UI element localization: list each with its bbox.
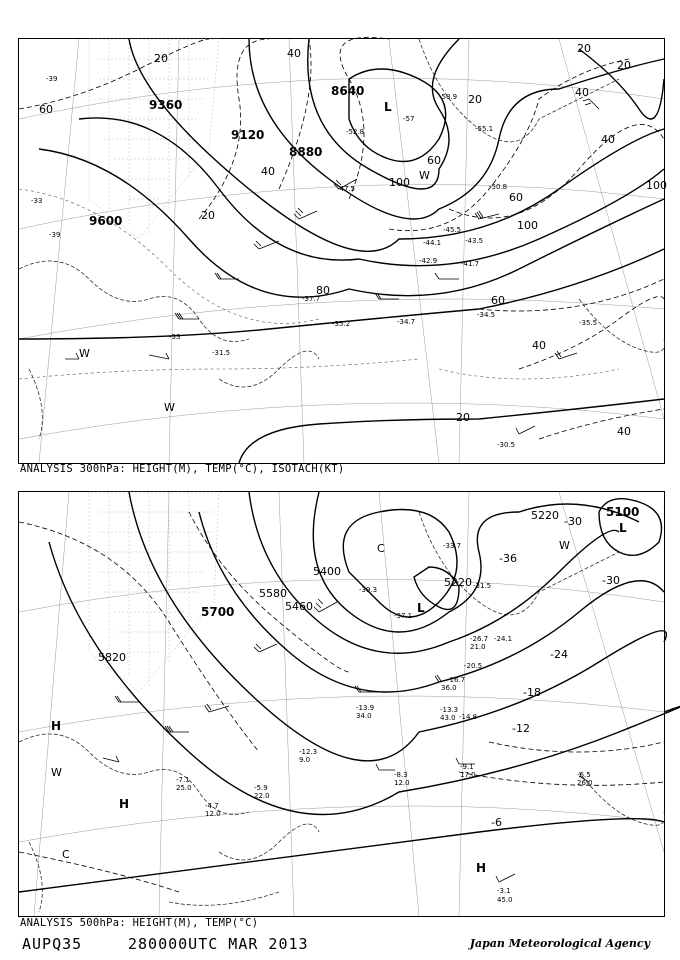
isotach-label: 20 [577,42,591,55]
temp-label: -52.8 [346,128,365,136]
isotach-label: 40 [261,165,275,178]
valid-time: 280000UTC MAR 2013 [128,935,309,953]
temp-label: -34.5 [477,311,496,319]
height-label: 5820 [98,651,126,664]
cold-center-marker: C [62,848,70,861]
isotach-label: 40 [617,425,631,438]
temp-label: -33 [31,197,43,205]
temp-label: -33 [169,333,181,341]
temp-label: -34.7 [397,318,416,326]
station-value: 34.0 [356,712,372,720]
station-value: -26.7 [470,635,489,643]
isotach-label: 100 [389,176,410,189]
station-value: 12.0 [205,810,221,818]
station-value: -31.5 [473,582,492,590]
graticule [19,39,664,463]
temp-labels [31,75,597,449]
isotach-label: 80 [316,284,330,297]
cold-center-marker: C [377,542,385,555]
pressure-center-high: H [51,719,62,733]
height-label: 5100 [606,505,640,519]
height-label: 8880 [289,145,323,159]
height-label: 8640 [331,84,365,98]
isotherm-label: -30 [602,574,620,587]
graticule [19,492,664,916]
isotach-label: 20 [468,93,482,106]
height-label: 9600 [89,214,123,228]
station-value: -37.1 [394,612,413,620]
map-panel-500hpa [18,491,665,917]
temp-label: -41.7 [461,260,480,268]
station-value: 43.0 [440,714,456,722]
isotach-label: 40 [532,339,546,352]
station-value: -13.3 [440,706,459,714]
station-value: 25.0 [176,784,192,792]
temp-label: -55.1 [475,125,494,133]
station-value: -12.3 [299,748,318,756]
pressure-center-low: L [417,601,425,615]
height-label: 5400 [313,565,341,578]
isotach-label: 20 [201,209,215,222]
temp-label: -35.5 [579,319,598,327]
isotherm-label: -12 [512,722,530,735]
warm-center-marker: W [79,347,90,360]
height-label: 9120 [231,128,265,142]
temp-label: -50.8 [489,183,508,191]
agency-name: Japan Meteorological Agency [469,937,650,950]
panel-caption-300hpa: ANALYSIS 300hPa: HEIGHT(M), TEMP(°C), ISOTACH(KT) [20,463,345,475]
isotach-label: 100 [517,219,538,232]
map-panel-300hpa [18,38,665,464]
station-value: 45.0 [497,896,513,904]
temp-label: -42.9 [419,257,438,265]
station-value: -9.1 [460,763,474,771]
height-label: 5700 [201,605,235,619]
station-value: 9.0 [299,756,311,764]
station-value: -33.7 [443,542,462,550]
isotach-label: 60 [509,191,523,204]
station-value: 22.0 [254,792,270,800]
station-value: -14.8 [459,713,478,721]
chart-code: AUPQ35 [22,935,83,953]
map-300hpa-svg [19,39,667,463]
station-value: -39.3 [359,586,378,594]
height-label: 5460 [285,600,313,613]
temp-label: -39 [46,75,58,83]
isotach-label: 60 [39,103,53,116]
temp-label: -43.5 [465,237,484,245]
isotach-label: 20 [617,59,631,72]
terrain-hatch [89,39,219,239]
station-value: 36.0 [441,684,457,692]
pressure-center-low: L [384,100,392,114]
warm-center-marker: W [559,539,570,552]
wind-barbs [65,99,599,434]
warm-center-marker: W [164,401,175,414]
height-label: 5220 [531,509,559,522]
pressure-center-high: H [119,797,130,811]
height-label: 9360 [149,98,183,112]
station-value: -4.7 [205,802,219,810]
isotach-label: 40 [601,133,615,146]
temp-label: -45.5 [443,226,462,234]
station-value: -16.7 [447,676,466,684]
height-contours [19,492,680,892]
station-value: -6.5 [577,771,591,779]
height-contours [19,39,664,463]
isotach-label: 20 [154,52,168,65]
pressure-center-high: H [476,861,487,875]
temp-label: -35.2 [332,320,351,328]
isotherm-label: -36 [499,552,517,565]
temp-label: -57 [403,115,415,123]
station-value: -8.3 [394,771,408,779]
pressure-center-low: L [619,521,627,535]
station-value: -5.9 [254,784,268,792]
station-value: -20.5 [464,662,483,670]
station-value: -24.1 [494,635,513,643]
temp-label: -31.5 [212,349,231,357]
isotach-label: 60 [427,154,441,167]
isotach-label: 40 [575,86,589,99]
station-value: -13.9 [356,704,375,712]
temp-label: -44.1 [423,239,442,247]
warm-center-marker: W [51,766,62,779]
station-value: 12.0 [394,779,410,787]
isotherm-label: -6 [491,816,502,829]
map-500hpa-svg [19,492,664,916]
isotherms [19,512,664,892]
isotherm-label: -18 [523,686,541,699]
temp-label: -58.9 [439,93,458,101]
isotach-label: 60 [491,294,505,307]
isotach-label: 100 [646,179,667,192]
height-label: 5220 [444,576,472,589]
station-value: 26.0 [577,779,593,787]
temp-label: -30.5 [497,441,516,449]
isotherm-label: -30 [564,515,582,528]
isotherm-label: -24 [550,648,568,661]
isotach-label: 40 [287,47,301,60]
station-value: 21.0 [470,643,486,651]
station-value: -7.1 [176,776,190,784]
station-value: -3.1 [497,887,511,895]
temp-label: -37.7 [302,295,321,303]
warm-center-marker: W [419,169,430,182]
station-value: 17.0 [460,771,476,779]
height-label: 5580 [259,587,287,600]
panel-caption-500hpa: ANALYSIS 500hPa: HEIGHT(M), TEMP(°C) [20,917,259,929]
isotach-label: 20 [456,411,470,424]
temp-label: -39 [49,231,61,239]
temp-label: -47.5 [337,185,356,193]
